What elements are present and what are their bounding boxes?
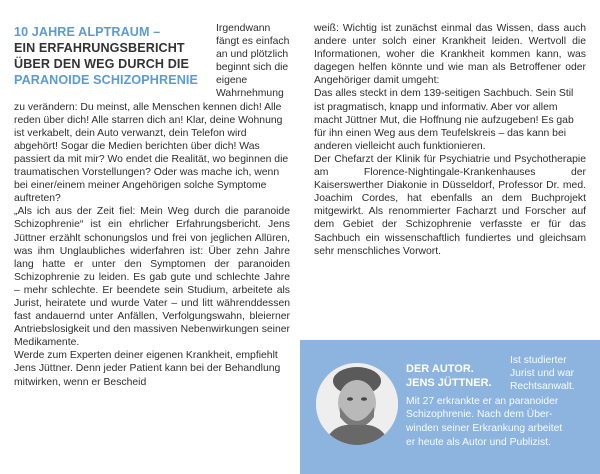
author-heading-line-1: DER AUTOR. bbox=[406, 363, 474, 375]
author-heading-line-2: JENS JÜTTNER. bbox=[406, 377, 492, 389]
left-column bbox=[14, 22, 290, 389]
author-heading bbox=[406, 362, 514, 390]
author-bio-line-1: Ist studierter bbox=[510, 355, 567, 366]
right-paragraph-2: Das alles steckt in dem 139-seitigen Sachbuch. Sein Stil ist pragmatisch, knapp und informativ. Aber vor allem macht Jüttner Mut, die Hoffnung nie aufzugeben! Es gab für ihn einen Weg aus dem Teufelskreis – das kann bei anderen vielleicht auch funktionieren. bbox=[314, 88, 574, 152]
headline-kicker: 10 JAHRE ALPTRAUM – bbox=[14, 25, 161, 39]
right-column bbox=[314, 22, 586, 258]
author-bio-line-7: er heute als Autor und Publizist. bbox=[406, 437, 551, 448]
right-paragraph-3: Der Chefarzt der Klinik für Psychiatrie und Psychotherapie am Florence-Nightingale-Krankenhauses der Kaiserswerther Diakonie in Düsseldorf, Professor Dr. med. Joachim Cordes, hat ebenfalls an dem Buchprojekt mitgewirkt. Als renommierter Facharzt und Forscher auf dem Gebiet der Schizophrenie verfasste er für das Sachbuch ein wissenschaftlich fundiertes und gleichsam sehr menschliches Vorwort. bbox=[314, 153, 586, 257]
left-paragraph-3: Werde zum Experten deiner eigenen Krankheit, empfiehlt Jens Jüttner. Denn jeder Patient kann bei der Behandlung mitwirken, wenn er Bescheid bbox=[14, 350, 281, 388]
author-bio-line-5: Schizophrenie. Nach dem Über- bbox=[406, 409, 553, 420]
headline-subject: PARANOIDE SCHIZOPHRENIE bbox=[14, 73, 198, 87]
author-bio-line-6: winden seiner Erkrankung arbeitet bbox=[406, 423, 563, 434]
author-info-box bbox=[300, 340, 600, 474]
author-bio-line-2: Jurist und war bbox=[510, 368, 575, 379]
intro-paragraph: Irgendwann fängt es einfach an und plötzlich beginnt sich die eigene Wahrnehmung zu verändern: Du meinst, alle Menschen kennen dich! Alle reden über dich! Alle starren dich an! Klar, deine Wohnung ist verkabelt, dein Auto verwanzt, dein Telefon wird abgehört! Sogar die Medien berichten über dich! Was passiert da mit mir? Wo endet die Realität, wo beginnen die traumatischen Vorstellungen? Oder was mache ich, wenn bei einer/einem meiner Angehörigen solche Symptome auftreten? bbox=[14, 23, 290, 205]
right-paragraph-1: weiß: Wichtig ist zunächst einmal das Wissen, dass auch andere unter solch einer Krankheit leiden. Wertvoll die Informationen, woher die Krankheit kommen kann, was dagegen helfen könnte und wie man als Betroffener oder Angehöriger damit umgeht: bbox=[314, 23, 586, 87]
author-portrait-icon bbox=[316, 363, 398, 445]
headline-title: EIN ERFAHRUNGSBERICHT ÜBER DEN WEG DURCH DIE bbox=[14, 41, 190, 71]
author-photo bbox=[316, 363, 398, 445]
author-bio-line-4: Mit 27 erkrankte er an paranoider bbox=[406, 396, 559, 407]
left-paragraph-2: „Als ich aus der Zeit fiel: Mein Weg durch die paranoide Schizophrenie“ ist ein ehrlicher Erfahrungsbericht. Jens Jüttner erzählt schonungslos und frei von jeglichen Allüren, was ihm Unglaubliches widerfahren ist: Über zehn Jahre lang hatte er unter den Symptomen der paranoiden Schizophrenie zu leiden. Es gab gute und schlechte Jahre – mehr schlechte. Er beendete sein Studium, arbeitete als Jurist, heiratete und wurde Vater – und litt währenddessen fast andauernd unter Anfällen, Verfolgungswahn, bleierner Antriebslosigkeit und den massiven Nebenwirkungen seiner Medikamente. bbox=[14, 206, 290, 349]
author-bio-line-3: Rechtsanwalt. bbox=[510, 381, 575, 392]
article-headline bbox=[14, 24, 210, 88]
